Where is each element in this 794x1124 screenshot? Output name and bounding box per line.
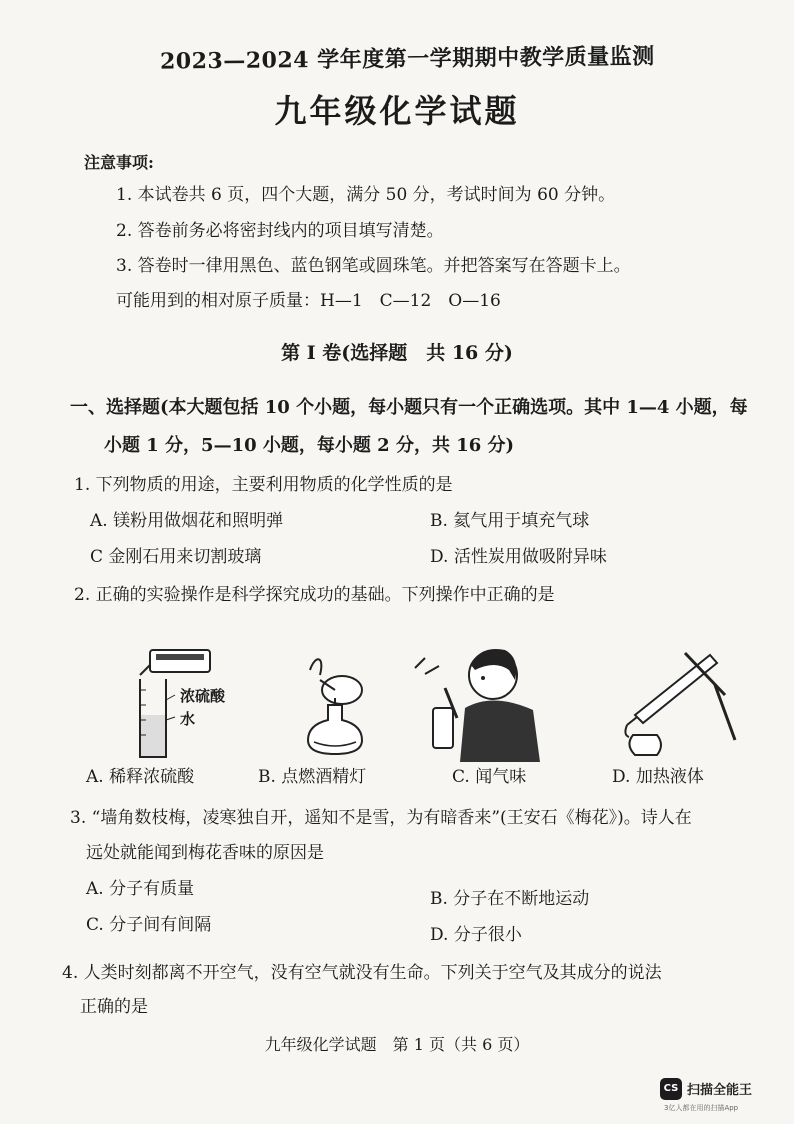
figure-c-smell-gas xyxy=(405,640,555,762)
figure-a-label-water: 水 xyxy=(180,710,196,728)
q3-stem-line1: 3. “墙角数枝梅，凌寒独自开，遥知不是雪，为有暗香来”(王安石《梅花》)。诗人在 xyxy=(70,808,692,828)
section-title: 第 I 卷(选择题 共 16 分) xyxy=(281,342,513,364)
q2-option-c: C. 闻气味 xyxy=(452,767,527,787)
scanner-tagline: 3亿人都在用的扫描App xyxy=(664,1104,739,1112)
q1-option-a: A. 镁粉用做烟花和照明弹 xyxy=(90,511,284,531)
scanner-logo-icon: CS xyxy=(660,1078,682,1100)
q4-stem-line1: 4. 人类时刻都离不开空气，没有空气就没有生命。下列关于空气及其成分的说法 xyxy=(62,963,662,983)
q1-stem: 1. 下列物质的用途，主要利用物质的化学性质的是 xyxy=(74,475,453,495)
q3-option-a: A. 分子有质量 xyxy=(86,879,195,899)
notice-item-1: 1. 本试卷共 6 页，四个大题，满分 50 分，考试时间为 60 分钟。 xyxy=(116,185,616,205)
page-footer: 九年级化学试题 第 1 页（共 6 页） xyxy=(264,1035,530,1054)
exam-title: 2023—2024 学年度第一学期期中教学质量监测 xyxy=(159,43,655,75)
figure-b-alcohol-lamp xyxy=(280,650,390,760)
q2-stem: 2. 正确的实验操作是科学探究成功的基础。下列操作中正确的是 xyxy=(74,585,555,605)
q1-option-d: D. 活性炭用做吸附异味 xyxy=(430,547,607,567)
notice-heading: 注意事项: xyxy=(84,153,154,172)
q4-stem-line2: 正确的是 xyxy=(80,997,148,1017)
q1-option-c: C 金刚石用来切割玻璃 xyxy=(90,547,262,567)
q2-option-a: A. 稀释浓硫酸 xyxy=(86,767,195,787)
scanner-watermark xyxy=(660,1076,780,1116)
notice-item-3: 3. 答卷时一律用黑色、蓝色钢笔或圆珠笔。并把答案写在答题卡上。 xyxy=(116,256,631,276)
q3-stem-line2: 远处就能闻到梅花香味的原因是 xyxy=(86,843,324,863)
part1-instructions-line1: 一、选择题(本大题包括 10 个小题，每小题只有一个正确选项。其中 1—4 小题，每 xyxy=(70,397,748,418)
figure-a-label-acid: 浓硫酸 xyxy=(180,687,226,705)
q3-option-c: C. 分子间有间隔 xyxy=(86,915,212,935)
q1-option-b: B. 氦气用于填充气球 xyxy=(430,511,590,531)
q3-option-b: B. 分子在不断地运动 xyxy=(430,889,590,909)
atomic-masses: 可能用到的相对原子质量：H—1 C—12 O—16 xyxy=(116,291,501,311)
q2-option-d: D. 加热液体 xyxy=(612,767,704,787)
q3-option-d: D. 分子很小 xyxy=(430,925,522,945)
notice-item-2: 2. 答卷前务必将密封线内的项目填写清楚。 xyxy=(116,221,444,241)
q2-option-b: B. 点燃酒精灯 xyxy=(258,767,367,787)
figure-d-heat-liquid xyxy=(615,645,745,760)
scanner-app-name: 扫描全能王 xyxy=(687,1083,753,1098)
part1-instructions-line2: 小题 1 分，5—10 小题，每小题 2 分，共 16 分) xyxy=(104,435,515,456)
subject-title: 九年级化学试题 xyxy=(274,92,520,130)
